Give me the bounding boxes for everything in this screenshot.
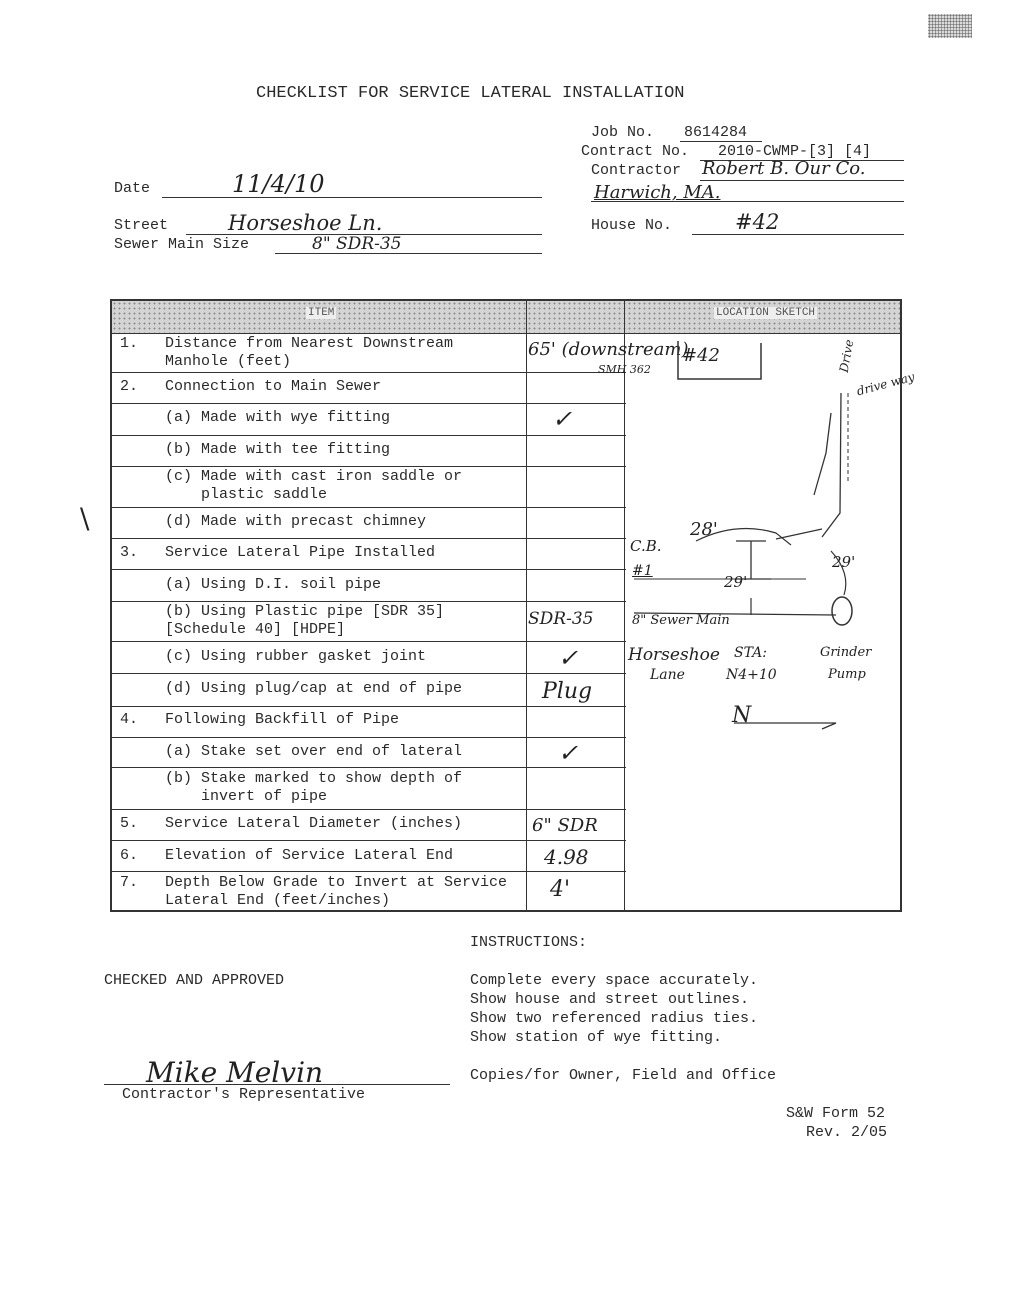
row-divider [112,840,626,841]
contractor-town-line [591,201,904,202]
row-divider [112,809,626,810]
row-divider [112,673,626,674]
row-divider [112,737,626,738]
sewer-main-line [275,253,542,254]
item-3c-label: (c) Using rubber gasket joint [120,648,427,665]
item-1-label: 1. Distance from Nearest Downstream Manhole (feet) [120,335,454,370]
house-no-label: House No. [591,217,673,234]
row-divider [112,372,626,373]
value-3b-pipe: SDR-35 [528,609,594,629]
sketch-grinder-2: Pump [828,667,866,682]
contractor-town: Harwich, MA. [594,182,721,203]
instruction-3: Show two referenced radius ties. [470,1010,759,1027]
value-7-depth: 4' [550,877,571,902]
sketch-street-1: Horseshoe [628,645,720,665]
sketch-station-1: STA: [734,645,767,661]
item-4b-label: (b) Stake marked to show depth of invert of pipe [165,770,463,805]
sketch-tie-28: 28' [690,519,718,540]
sketch-tie-29-b: 29' [832,553,856,571]
contractor-signature: Mike Melvin [146,1056,324,1089]
item-3d-label: (d) Using plug/cap at end of pipe [120,680,463,697]
item-3a-label: (a) Using D.I. soil pipe [120,576,382,593]
job-no-value: 8614284 [684,124,748,141]
contract-no-label: Contract No. [581,143,690,160]
sketch-house-label: #42 [682,345,720,366]
sketch-header: LOCATION SKETCH [716,307,816,319]
sketch-driveway-2: drive way [855,369,916,399]
street-label: Street [114,217,169,234]
date-line [162,197,542,198]
value-4a-check: ✓ [558,739,579,767]
value-3d-plug: Plug [542,679,593,704]
checked-approved-label: CHECKED AND APPROVED [104,972,285,989]
item-2a-label: (a) Made with wye fitting [120,409,391,426]
sketch-north-label: N [732,703,752,728]
item-2c-label: (c) Made with cast iron saddle or plastic saddle [165,468,463,503]
sketch-cb-number: #1 [632,563,653,579]
date-value: 11/4/10 [232,170,325,198]
row-divider [112,403,626,404]
item-4a-label: (a) Stake set over end of lateral [120,743,463,760]
sewer-main-value: 8" SDR-35 [312,234,402,254]
row-divider [112,435,626,436]
item-2b-label: (b) Made with tee fitting [120,441,391,458]
value-3c-check: ✓ [558,644,579,672]
sketch-grinder-1: Grinder [820,645,872,660]
job-no-line [680,141,762,142]
row-divider [112,507,626,508]
job-no-label: Job No. [591,124,655,141]
instruction-1: Complete every space accurately. [470,972,759,989]
value-2a-check: ✓ [552,405,573,433]
margin-check-mark: \ [80,502,90,535]
contractor-line [700,180,904,181]
row-divider [112,641,626,642]
value-1-distance: 65' (downstream) [528,339,689,360]
street-value: Horseshoe Ln. [228,211,383,235]
signature-line [104,1084,450,1085]
house-no-line [692,234,904,235]
row-divider [112,466,626,467]
row-divider [112,871,626,872]
row-divider [112,706,626,707]
item-2-label: 2. Connection to Main Sewer [120,378,382,395]
instruction-5: Copies/for Owner, Field and Office [470,1067,777,1084]
item-5-label: 5. Service Lateral Diameter (inches) [120,815,463,832]
row-divider [112,538,626,539]
form-number: S&W Form 52 [786,1105,886,1122]
item-2d-label: (d) Made with precast chimney [120,513,427,530]
instruction-4: Show station of wye fitting. [470,1029,723,1046]
value-1-manhole: SMH 362 [598,363,651,376]
instructions-title: INSTRUCTIONS: [470,934,588,951]
house-no-value: #42 [735,210,780,234]
value-6-elevation: 4.98 [544,845,589,869]
checklist-table [110,299,916,912]
item-header: ITEM [308,307,335,319]
row-divider [112,767,626,768]
contractor-value: Robert B. Our Co. [702,158,866,179]
sketch-station-2: N4+10 [726,667,777,683]
scan-smudge [928,14,972,38]
sketch-driveway-1: Drive [836,338,857,374]
date-label: Date [114,180,151,197]
row-divider [112,569,626,570]
form-title: CHECKLIST FOR SERVICE LATERAL INSTALLATION [256,84,685,103]
row-divider [112,601,626,602]
sketch-sewer-main: 8" Sewer Main [632,613,730,628]
column-divider-sketch [624,301,625,910]
contract-no-value: 2010-CWMP-[3] [4] [718,143,872,160]
sketch-tie-29-a: 29' [724,573,748,591]
item-4-label: 4. Following Backfill of Pipe [120,711,400,728]
item-3-label: 3. Service Lateral Pipe Installed [120,544,436,561]
sketch-cb-label: C.B. [630,537,662,555]
item-6-label: 6. Elevation of Service Lateral End [120,847,454,864]
item-7-label: 7. Depth Below Grade to Invert at Service Lateral End (feet/inches) [120,874,508,909]
contractor-label: Contractor [591,162,682,179]
sewer-main-label: Sewer Main Size [114,236,250,253]
form-revision: Rev. 2/05 [806,1124,888,1141]
column-divider-value [526,301,527,910]
item-3b-label: (b) Using Plastic pipe [SDR 35] [Schedule 40] [HDPE] [165,603,445,638]
value-5-diameter: 6" SDR [532,815,598,836]
sketch-street-2: Lane [650,667,685,683]
contractor-rep-label: Contractor's Representative [122,1086,366,1103]
instruction-2: Show house and street outlines. [470,991,750,1008]
